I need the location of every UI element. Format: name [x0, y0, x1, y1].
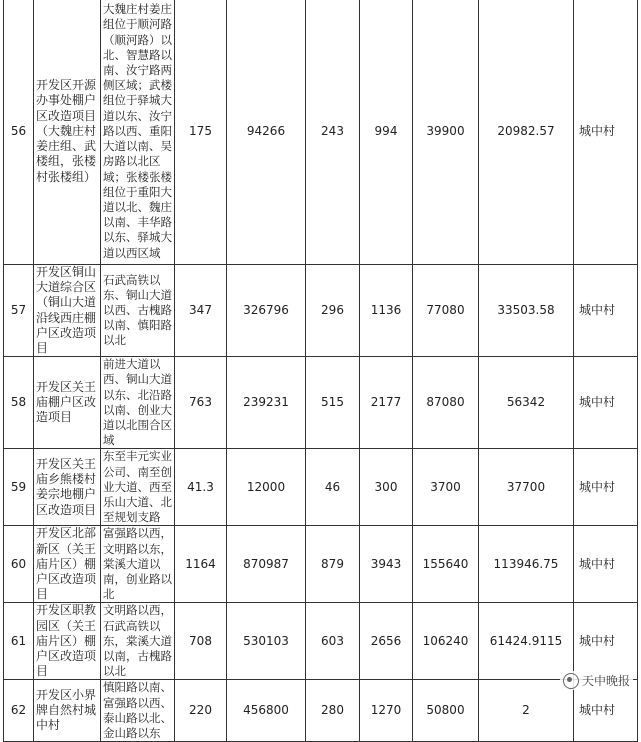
value-cell: 296 [306, 265, 360, 357]
table-row [4, 0, 638, 265]
value-cell: 94266 [227, 0, 306, 265]
value-cell: 2656 [360, 603, 413, 680]
value-cell: 243 [306, 0, 360, 265]
value-cell: 1164 [175, 526, 227, 603]
row-number: 62 [4, 680, 34, 742]
value-cell: 61424.9115 [479, 603, 574, 680]
value-cell: 33503.58 [479, 265, 574, 357]
value-cell: 515 [306, 357, 360, 449]
wechat-watermark [560, 671, 633, 690]
value-cell: 2177 [360, 357, 413, 449]
project-name: 开发区关王庙棚户区改造项目 [34, 357, 101, 449]
table-row [4, 265, 638, 357]
value-cell: 87080 [413, 357, 479, 449]
value-cell: 603 [306, 603, 360, 680]
project-scope: 慎阳路以南、富强路以西、泰山路以北、金山路以东 [101, 680, 175, 742]
project-name: 开发区职教园区（关王庙片区）棚户区改造项目 [34, 603, 101, 680]
value-cell: 12000 [227, 449, 306, 526]
value-cell: 879 [306, 526, 360, 603]
project-scope: 石武高铁以东、铜山大道以西、古槐路以南、慎阳路以北 [101, 265, 175, 357]
project-name: 开发区关王庙乡熊楼村姜宗地棚户区改造项目 [34, 449, 101, 526]
value-cell: 56342 [479, 357, 574, 449]
value-cell: 300 [360, 449, 413, 526]
value-cell: 280 [306, 680, 360, 742]
value-cell: 41.3 [175, 449, 227, 526]
project-type: 城中村 [574, 526, 638, 603]
table-row [4, 603, 638, 680]
project-type: 城中村 [574, 680, 638, 742]
table-row [4, 449, 638, 526]
project-type: 城中村 [574, 449, 638, 526]
value-cell: 1270 [360, 680, 413, 742]
value-cell: 347 [175, 265, 227, 357]
value-cell: 175 [175, 0, 227, 265]
value-cell: 763 [175, 357, 227, 449]
project-name: 开发区小界牌自然村城中村 [34, 680, 101, 742]
value-cell: 220 [175, 680, 227, 742]
table-row [4, 680, 638, 742]
value-cell: 530103 [227, 603, 306, 680]
project-name: 开发区铜山大道综合区（铜山大道沿线西庄棚户区改造项目 [34, 265, 101, 357]
row-number: 59 [4, 449, 34, 526]
value-cell: 37700 [479, 449, 574, 526]
value-cell: 1136 [360, 265, 413, 357]
project-name: 开发区开源办事处棚户区改造项目（大魏庄村姜庄组、武楼组，张楼村张楼组） [34, 0, 101, 265]
project-scope: 前进大道以西、铜山大道以东、北沿路以南、创业大道以北围合区域 [101, 357, 175, 449]
value-cell: 239231 [227, 357, 306, 449]
project-scope: 大魏庄村姜庄组位于顺河路（顺河路）以北、智慧路以南、汝宁路两侧区域；武楼组位于驿城大道以东、汝宁路以西、重阳大道以南、吴房路以北区域；张楼张楼组位于重阳大道以北、魏庄以南、丰华路以东、驿城大道以西区域 [101, 0, 175, 265]
row-number: 56 [4, 0, 34, 265]
value-cell: 106240 [413, 603, 479, 680]
value-cell: 50800 [413, 680, 479, 742]
value-cell: 326796 [227, 265, 306, 357]
renovation-projects-table [3, 0, 638, 742]
value-cell: 870987 [227, 526, 306, 603]
project-type: 城中村 [574, 0, 638, 265]
watermark-text: 天中晚报 [581, 674, 630, 688]
row-number: 57 [4, 265, 34, 357]
value-cell: 39900 [413, 0, 479, 265]
value-cell: 708 [175, 603, 227, 680]
value-cell: 3700 [413, 449, 479, 526]
row-number: 60 [4, 526, 34, 603]
value-cell: 456800 [227, 680, 306, 742]
value-cell: 77080 [413, 265, 479, 357]
table-row [4, 357, 638, 449]
value-cell: 3943 [360, 526, 413, 603]
project-scope: 文明路以西，石武高铁以东，棠溪大道以南，古槐路以北 [101, 603, 175, 680]
row-number: 58 [4, 357, 34, 449]
value-cell: 46 [306, 449, 360, 526]
value-cell: 994 [360, 0, 413, 265]
table-row [4, 526, 638, 603]
project-name: 开发区北部新区（关王庙片区）棚户区改造项目 [34, 526, 101, 603]
row-number: 61 [4, 603, 34, 680]
value-cell: 2 [479, 680, 574, 742]
project-type: 城中村 [574, 357, 638, 449]
project-scope: 东至丰元实业公司、南至创业大道、西至乐山大道、北至规划支路 [101, 449, 175, 526]
project-type: 城中村 [574, 265, 638, 357]
value-cell: 20982.57 [479, 0, 574, 265]
value-cell: 113946.75 [479, 526, 574, 603]
value-cell: 155640 [413, 526, 479, 603]
project-scope: 富强路以西，文明路以东，棠溪大道以南，创业路以北 [101, 526, 175, 603]
wechat-logo-icon [563, 673, 579, 689]
project-type: 城中村 [574, 603, 638, 680]
